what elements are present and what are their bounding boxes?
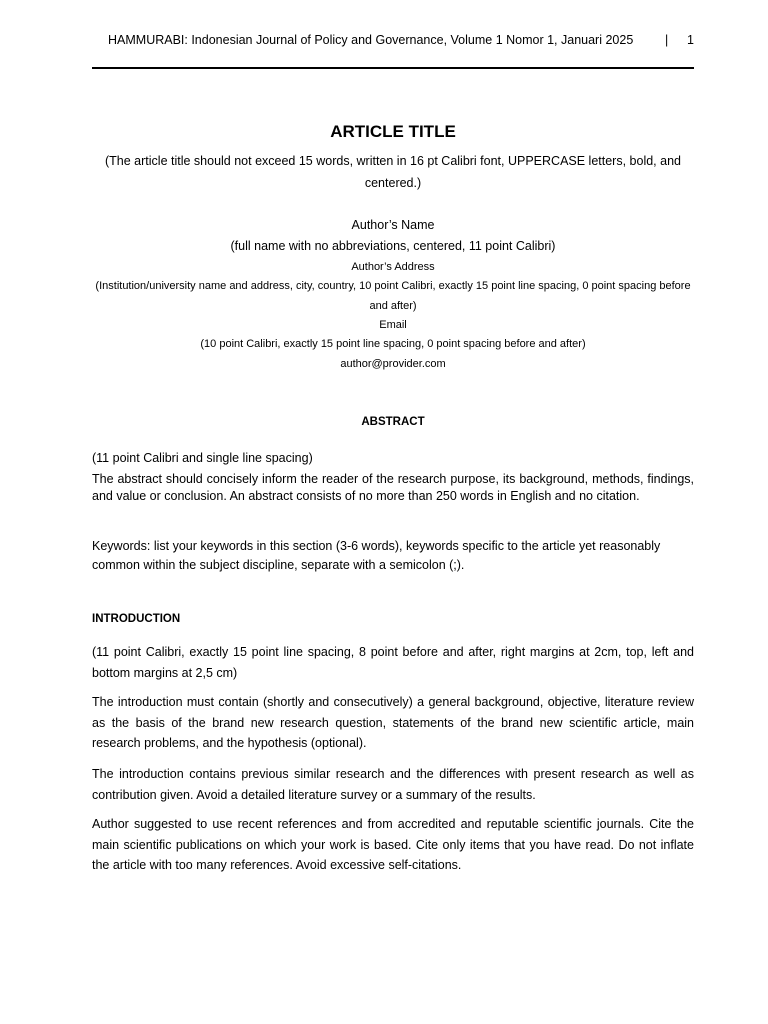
author-name-note: (full name with no abbreviations, centered, 11 point Calibri) — [230, 239, 556, 253]
author-address-note: (Institution/university name and address, city, country, 10 point Calibri, exactly 15 point line spacing, 0 point spacing before and after) — [95, 280, 691, 312]
introduction-paragraph: (11 point Calibri, exactly 15 point line spacing, 8 point before and after, right margins at 2cm, top, left and bottom margins at 2,5 cm) — [92, 645, 694, 680]
introduction-paragraph: The introduction must contain (shortly and consecutively) a general background, objective, literature review as the basis of the brand new research question, statements of the brand new scientific article, main research problems, and the hypothesis (optional). — [92, 695, 694, 750]
author-name: Author’s Name — [351, 218, 435, 232]
running-header — [92, 33, 694, 53]
keywords: Keywords: list your keywords in this section (3-6 words), keywords specific to the article yet reasonably common within the subject discipline, separate with a semicolon (;). — [92, 539, 661, 572]
email-note: (10 point Calibri, exactly 15 point line spacing, 0 point spacing before and after) — [200, 338, 586, 350]
header-rule — [92, 67, 694, 69]
header-separator: | — [665, 33, 669, 47]
abstract-heading: ABSTRACT — [361, 416, 425, 428]
introduction-paragraph: Author suggested to use recent references and from accredited and reputable scientific journals. Cite the main scientific publications on which your work is based. Cite only items that you have read. Do not inflate the article with too many references. Avoid excessive self-citations. — [92, 817, 694, 872]
author-email: author@provider.com — [340, 358, 446, 370]
author-address-label: Author’s Address — [351, 261, 435, 273]
article-title-note: (The article title should not exceed 15 words, written in 16 pt Calibri font, UPPERCASE letters, bold, and centered.) — [105, 154, 681, 190]
email-label: Email — [379, 319, 407, 331]
abstract-note: (11 point Calibri and single line spacing) — [92, 451, 313, 465]
introduction-paragraph: The introduction contains previous similar research and the differences with present research as well as contribution given. Avoid a detailed literature survey or a summary of the results. — [92, 767, 694, 802]
journal-header-text: HAMMURABI: Indonesian Journal of Policy and Governance, Volume 1 Nomor 1, Januari 2025 — [108, 33, 634, 47]
introduction-heading: INTRODUCTION — [92, 613, 181, 625]
page-number: 1 — [687, 33, 694, 47]
abstract-body: The abstract should concisely inform the reader of the research purpose, its background, methods, findings, and value or conclusion. An abstract consists of no more than 250 words in English and no citation. — [92, 472, 694, 503]
article-title: ARTICLE TITLE — [330, 122, 456, 141]
